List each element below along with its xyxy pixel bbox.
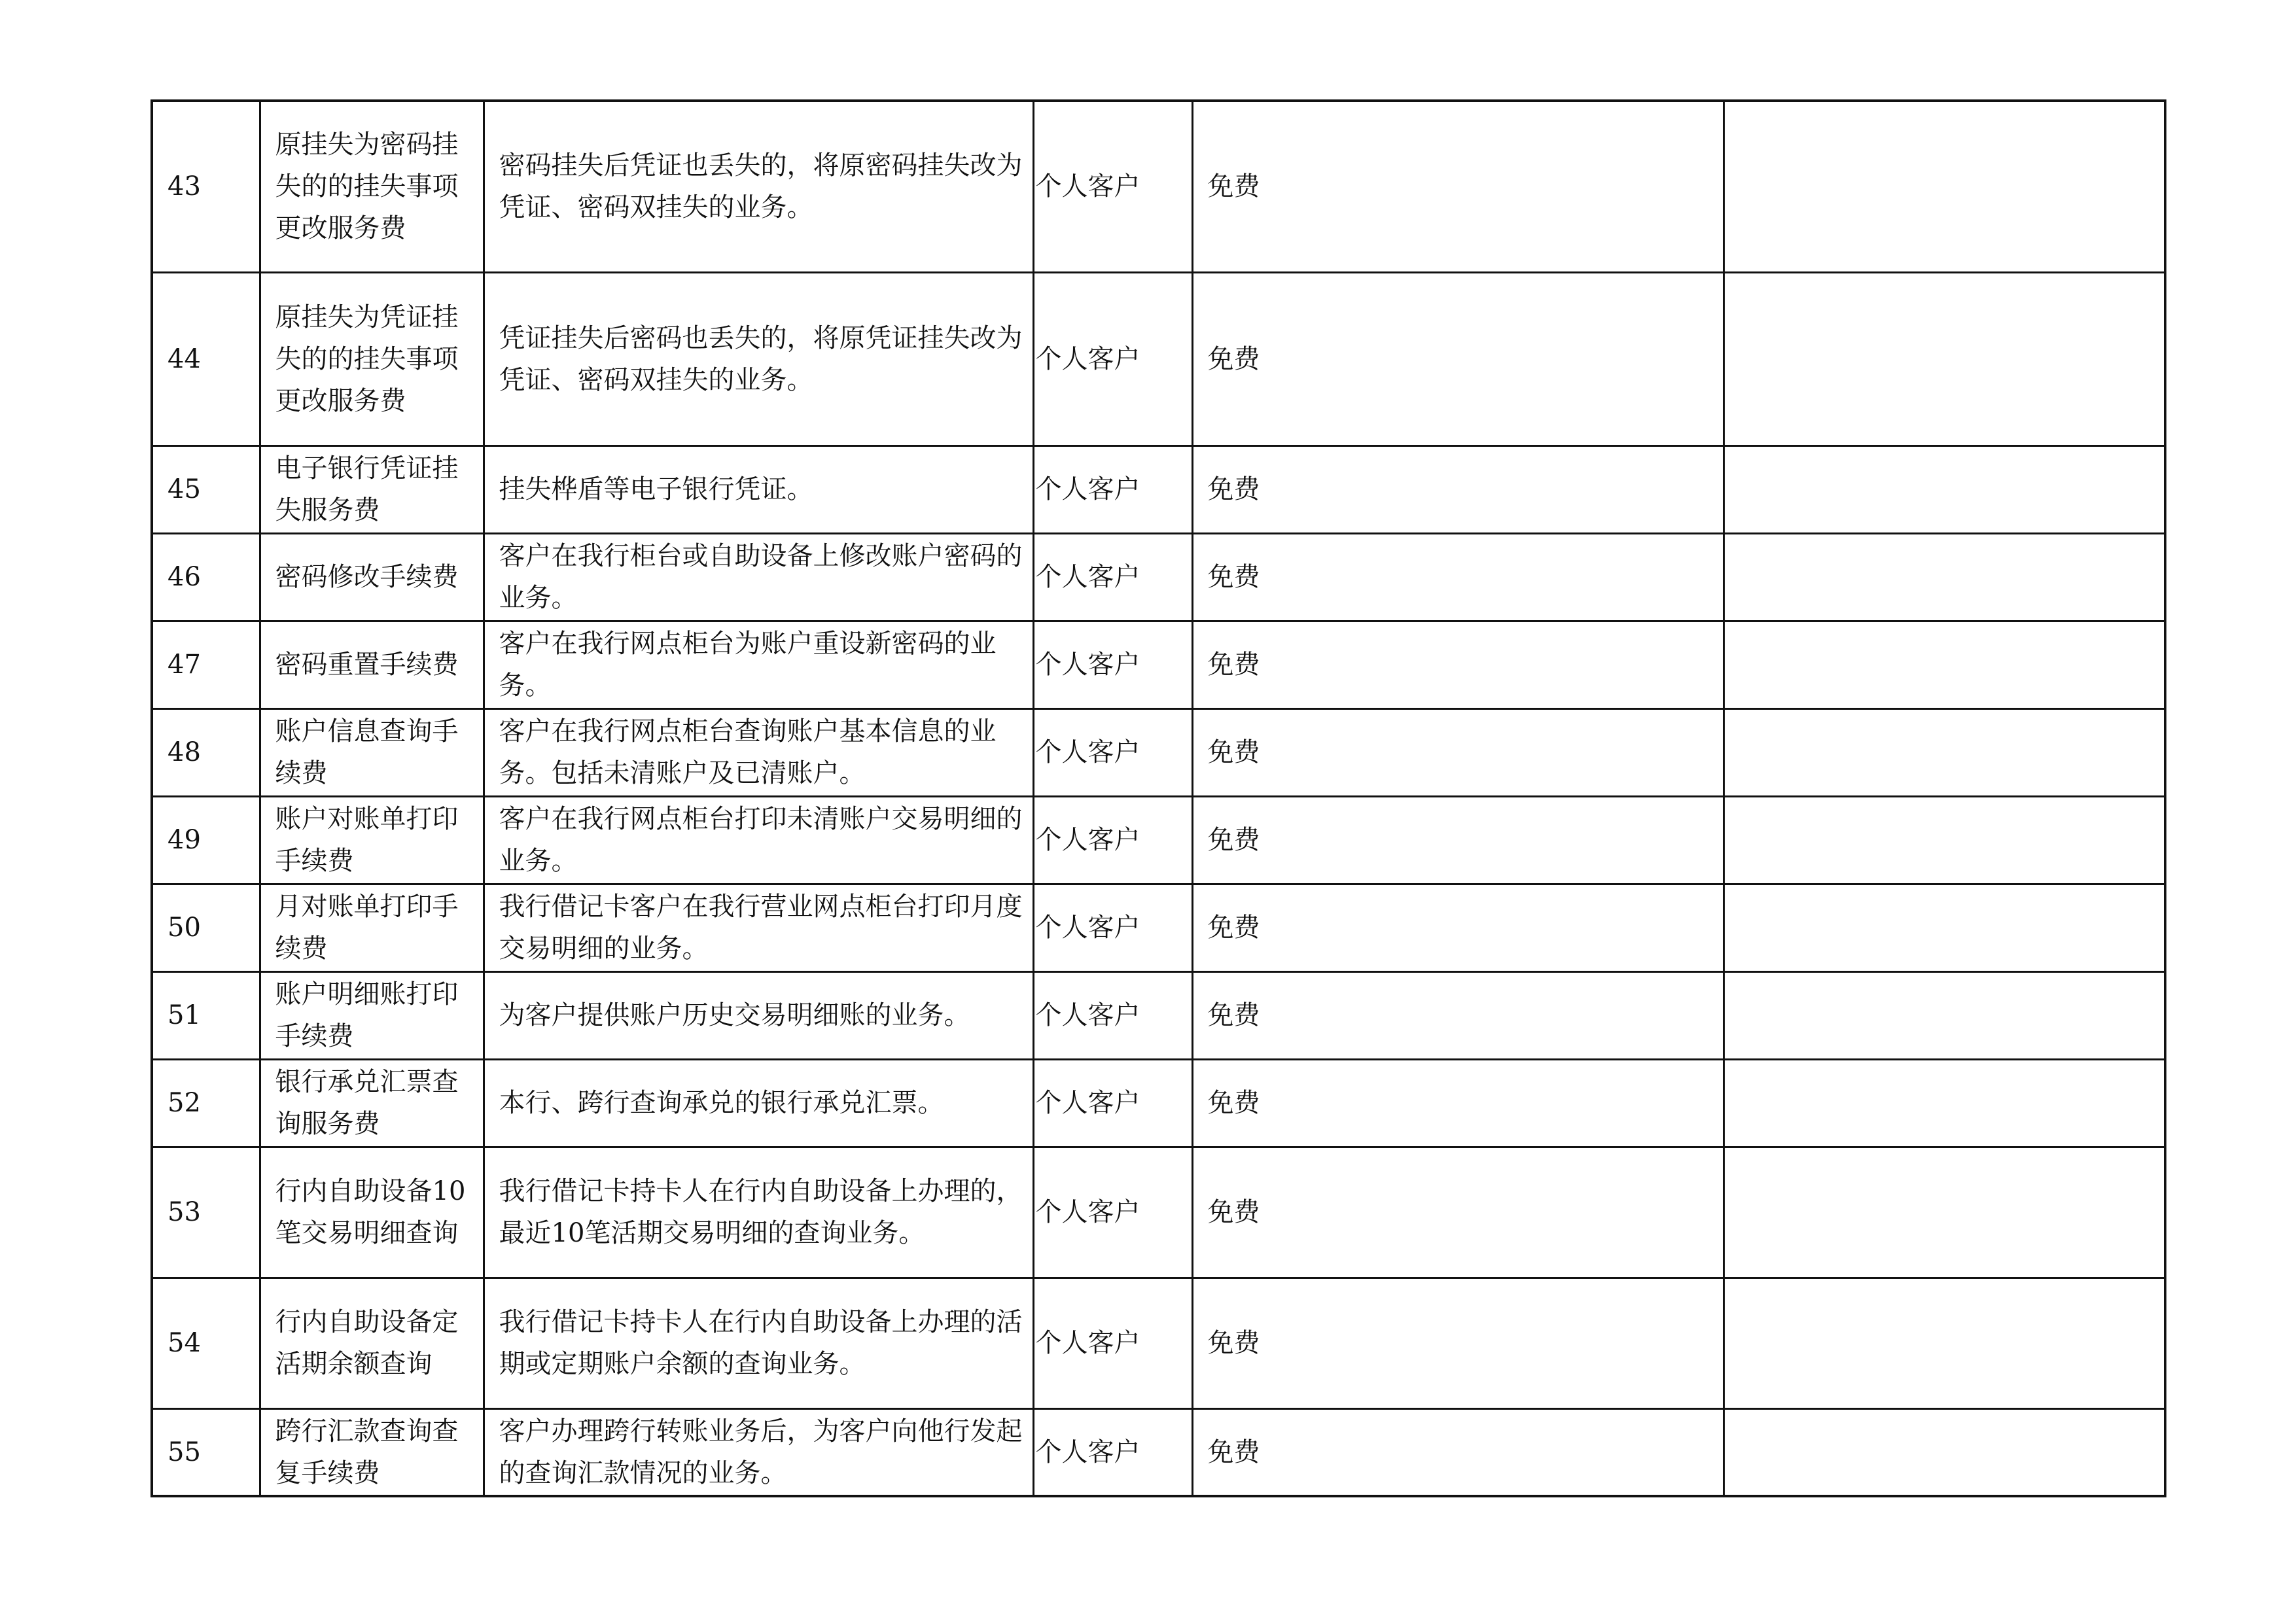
service-description-cell (484, 1147, 1033, 1278)
row-number-cell (152, 533, 260, 621)
service-description-text: 凭证挂失后密码也丢失的，将原凭证挂失改为凭证、密码双挂失的业务。 (499, 323, 1023, 395)
fee-standard-text: 免费 (1207, 1000, 1260, 1030)
customer-type-cell (1033, 533, 1192, 621)
service-description-text: 客户在我行柜台或自助设备上修改账户密码的业务。 (499, 541, 1023, 613)
customer-type-cell (1033, 1278, 1192, 1408)
fee-standard-text: 免费 (1207, 1328, 1260, 1358)
customer-type-text: 个人客户 (1035, 1000, 1140, 1030)
fee-item-name-text: 电子银行凭证挂失服务费 (275, 453, 459, 525)
fee-standard-text: 免费 (1207, 1437, 1260, 1467)
row-number-cell (152, 796, 260, 884)
service-description-cell (484, 884, 1033, 971)
customer-type-text: 个人客户 (1035, 737, 1140, 767)
service-description-text: 我行借记卡持卡人在行内自助设备上办理的活期或定期账户余额的查询业务。 (499, 1307, 1023, 1379)
service-description-text: 客户在我行网点柜台查询账户基本信息的业务。包括未清账户及已清账户。 (499, 716, 997, 788)
customer-type-cell (1033, 796, 1192, 884)
service-description-text: 客户在我行网点柜台为账户重设新密码的业务。 (499, 629, 997, 701)
table-row (152, 621, 2165, 708)
row-number-cell (152, 621, 260, 708)
fee-item-name-cell (260, 1408, 484, 1496)
row-number-text: 46 (168, 562, 201, 592)
fee-item-name-text: 账户明细账打印手续费 (275, 979, 459, 1051)
customer-type-cell (1033, 1059, 1192, 1147)
table-row (152, 101, 2165, 272)
service-description-text: 挂失桦盾等电子银行凭证。 (499, 474, 813, 504)
customer-type-cell (1033, 708, 1192, 796)
service-description-cell (484, 101, 1033, 272)
remarks-cell (1723, 621, 2165, 708)
remarks-cell (1723, 1147, 2165, 1278)
table-row (152, 1278, 2165, 1408)
fee-standard-cell (1192, 1147, 1723, 1278)
fee-standard-cell (1192, 971, 1723, 1059)
service-description-cell (484, 533, 1033, 621)
customer-type-text: 个人客户 (1035, 343, 1140, 374)
fee-standard-text: 免费 (1207, 825, 1260, 855)
fee-item-name-cell (260, 621, 484, 708)
fee-item-name-cell (260, 272, 484, 445)
customer-type-text: 个人客户 (1035, 650, 1140, 680)
fee-item-name-text: 行内自助设备定活期余额查询 (275, 1307, 459, 1379)
fee-standard-text: 免费 (1207, 474, 1260, 504)
row-number-text: 45 (168, 474, 201, 504)
service-description-cell (484, 708, 1033, 796)
service-description-text: 我行借记卡持卡人在行内自助设备上办理的，最近10笔活期交易明细的查询业务。 (499, 1176, 1023, 1248)
fee-standard-text: 免费 (1207, 562, 1260, 592)
fee-standard-text: 免费 (1207, 913, 1260, 943)
remarks-cell (1723, 971, 2165, 1059)
row-number-cell (152, 1408, 260, 1496)
fee-item-name-cell (260, 796, 484, 884)
fee-item-name-text: 原挂失为密码挂失的的挂失事项更改服务费 (275, 130, 459, 244)
fee-standard-cell (1192, 533, 1723, 621)
row-number-text: 48 (168, 737, 201, 767)
fee-standard-cell (1192, 708, 1723, 796)
customer-type-cell (1033, 621, 1192, 708)
fee-item-name-text: 账户对账单打印手续费 (275, 804, 459, 876)
fee-standard-text: 免费 (1207, 171, 1260, 202)
remarks-cell (1723, 272, 2165, 445)
table-row (152, 796, 2165, 884)
row-number-cell (152, 884, 260, 971)
remarks-cell (1723, 708, 2165, 796)
customer-type-cell (1033, 1147, 1192, 1278)
remarks-cell (1723, 884, 2165, 971)
row-number-cell (152, 1059, 260, 1147)
customer-type-cell (1033, 445, 1192, 533)
fee-standard-cell (1192, 1278, 1723, 1408)
table-row (152, 708, 2165, 796)
fee-item-name-text: 密码修改手续费 (275, 562, 459, 592)
customer-type-text: 个人客户 (1035, 562, 1140, 592)
fee-item-name-cell (260, 708, 484, 796)
fee-standard-cell (1192, 1408, 1723, 1496)
service-description-text: 密码挂失后凭证也丢失的，将原密码挂失改为凭证、密码双挂失的业务。 (499, 150, 1023, 223)
fee-standard-cell (1192, 272, 1723, 445)
fee-item-name-cell (260, 1278, 484, 1408)
fee-item-name-text: 跨行汇款查询查复手续费 (275, 1416, 459, 1488)
remarks-cell (1723, 101, 2165, 272)
fee-standard-text: 免费 (1207, 1088, 1260, 1118)
fee-standard-text: 免费 (1207, 650, 1260, 680)
row-number-cell (152, 101, 260, 272)
table-row (152, 533, 2165, 621)
customer-type-text: 个人客户 (1035, 1328, 1140, 1358)
table-row (152, 1147, 2165, 1278)
service-description-cell (484, 445, 1033, 533)
service-description-cell (484, 1278, 1033, 1408)
fee-standard-cell (1192, 445, 1723, 533)
customer-type-cell (1033, 971, 1192, 1059)
fee-item-name-text: 密码重置手续费 (275, 650, 459, 680)
fee-standard-text: 免费 (1207, 343, 1260, 374)
row-number-text: 43 (168, 171, 201, 202)
customer-type-text: 个人客户 (1035, 1197, 1140, 1227)
fee-schedule-table (150, 99, 2166, 1497)
customer-type-text: 个人客户 (1035, 1437, 1140, 1467)
row-number-cell (152, 1278, 260, 1408)
remarks-cell (1723, 1059, 2165, 1147)
row-number-text: 55 (168, 1437, 201, 1467)
service-description-cell (484, 971, 1033, 1059)
fee-standard-cell (1192, 1059, 1723, 1147)
row-number-text: 47 (168, 650, 201, 680)
row-number-text: 50 (168, 913, 201, 943)
row-number-cell (152, 971, 260, 1059)
fee-standard-cell (1192, 621, 1723, 708)
row-number-text: 49 (168, 825, 201, 855)
row-number-cell (152, 445, 260, 533)
fee-standard-cell (1192, 101, 1723, 272)
fee-item-name-cell (260, 1059, 484, 1147)
remarks-cell (1723, 533, 2165, 621)
service-description-text: 客户在我行网点柜台打印未清账户交易明细的业务。 (499, 804, 1023, 876)
row-number-text: 52 (168, 1088, 201, 1118)
remarks-cell (1723, 445, 2165, 533)
table-row (152, 445, 2165, 533)
customer-type-text: 个人客户 (1035, 474, 1140, 504)
row-number-text: 51 (168, 1000, 201, 1030)
remarks-cell (1723, 1408, 2165, 1496)
table-row (152, 884, 2165, 971)
customer-type-text: 个人客户 (1035, 913, 1140, 943)
service-description-text: 本行、跨行查询承兑的银行承兑汇票。 (499, 1088, 944, 1118)
table-row (152, 971, 2165, 1059)
customer-type-cell (1033, 101, 1192, 272)
fee-item-name-text: 原挂失为凭证挂失的的挂失事项更改服务费 (275, 302, 459, 416)
service-description-text: 客户办理跨行转账业务后，为客户向他行发起的查询汇款情况的业务。 (499, 1416, 1023, 1488)
fee-item-name-text: 银行承兑汇票查询服务费 (275, 1067, 459, 1139)
customer-type-text: 个人客户 (1035, 171, 1140, 202)
remarks-cell (1723, 796, 2165, 884)
fee-item-name-cell (260, 445, 484, 533)
fee-item-name-cell (260, 101, 484, 272)
customer-type-text: 个人客户 (1035, 825, 1140, 855)
table-row (152, 272, 2165, 445)
fee-item-name-cell (260, 533, 484, 621)
fee-item-name-text: 月对账单打印手续费 (275, 892, 459, 964)
service-description-text: 我行借记卡客户在我行营业网点柜台打印月度交易明细的业务。 (499, 892, 1023, 964)
row-number-text: 44 (168, 343, 201, 374)
fee-item-name-cell (260, 971, 484, 1059)
service-description-cell (484, 1059, 1033, 1147)
fee-standard-cell (1192, 796, 1723, 884)
fee-item-name-cell (260, 884, 484, 971)
customer-type-cell (1033, 884, 1192, 971)
row-number-cell (152, 272, 260, 445)
fee-item-name-text: 行内自助设备10笔交易明细查询 (275, 1176, 466, 1248)
row-number-cell (152, 1147, 260, 1278)
fee-item-name-cell (260, 1147, 484, 1278)
service-description-cell (484, 272, 1033, 445)
service-description-cell (484, 621, 1033, 708)
fee-item-name-text: 账户信息查询手续费 (275, 716, 459, 788)
remarks-cell (1723, 1278, 2165, 1408)
row-number-text: 53 (168, 1197, 201, 1227)
fee-standard-text: 免费 (1207, 737, 1260, 767)
customer-type-text: 个人客户 (1035, 1088, 1140, 1118)
customer-type-cell (1033, 272, 1192, 445)
table-row (152, 1059, 2165, 1147)
service-description-cell (484, 1408, 1033, 1496)
fee-standard-text: 免费 (1207, 1197, 1260, 1227)
table-body (152, 101, 2165, 1496)
table-row (152, 1408, 2165, 1496)
service-description-cell (484, 796, 1033, 884)
service-description-text: 为客户提供账户历史交易明细账的业务。 (499, 1000, 970, 1030)
row-number-text: 54 (168, 1328, 201, 1358)
customer-type-cell (1033, 1408, 1192, 1496)
fee-standard-cell (1192, 884, 1723, 971)
row-number-cell (152, 708, 260, 796)
